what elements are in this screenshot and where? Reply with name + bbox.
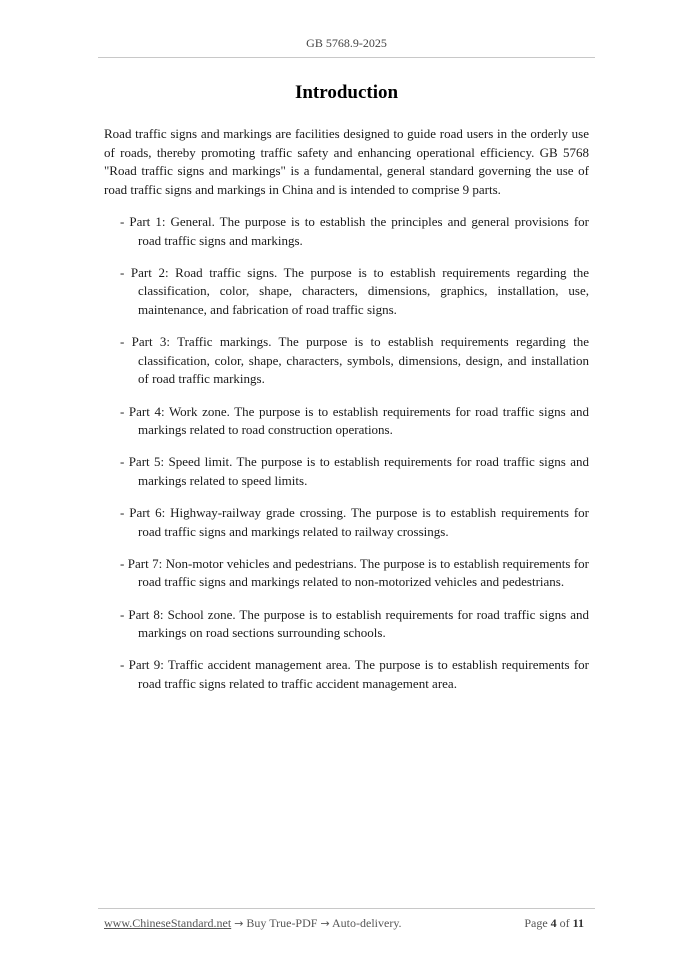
page-of-label: of: [559, 916, 570, 930]
list-item-part-4: - Part 4: Work zone. The purpose is to establish requirements for road traffic signs and markings related to road construction operations.: [120, 403, 589, 438]
page-title: Introduction: [294, 82, 399, 103]
document-id-header: GB 5768.9-2025: [306, 36, 387, 50]
arrow-right-icon: →: [320, 917, 330, 930]
page-label: Page: [524, 916, 548, 930]
footer-divider: [98, 908, 595, 909]
arrow-right-icon: →: [234, 917, 244, 930]
page-total: 11: [572, 916, 584, 930]
document-body: [104, 125, 589, 694]
buy-true-pdf-text: Buy True-PDF: [246, 916, 318, 930]
auto-delivery-text: Auto-delivery.: [332, 916, 402, 930]
page-current: 4: [550, 916, 557, 930]
intro-paragraph: Road traffic signs and markings are facilities designed to guide road users in the orderly use of roads, thereby promoting traffic safety and enhancing operational efficiency. GB 5768 "Road traffic signs and markings" is a fundamental, general standard governing the use of road traffic signs and markings in China and is intended to comprise 9 parts.: [104, 126, 589, 197]
list-item-part-9: - Part 9: Traffic accident management area. The purpose is to establish requirements for road traffic signs related to traffic accident management area.: [120, 657, 589, 691]
website-link[interactable]: www.ChineseStandard.net: [104, 916, 232, 930]
list-item-part-6: - Part 6: Highway-railway grade crossing. The purpose is to establish requirements for road traffic signs and markings related to railway crossings.: [120, 505, 589, 539]
list-item-part-5: - Part 5: Speed limit. The purpose is to establish requirements for road traffic signs and markings related to speed limits.: [120, 454, 589, 488]
list-item-part-7: - Part 7: Non-motor vehicles and pedestrians. The purpose is to establish requirements for road traffic signs and markings related to non-motorized vehicles and pedestrians.: [120, 555, 589, 590]
list-item-part-3: - Part 3: Traffic markings. The purpose is to establish requirements regarding the classification, color, shape, characters, symbols, dimensions, design, and installation of road traffic markings.: [120, 334, 589, 387]
footer-promo: [104, 916, 402, 931]
header-divider: [98, 57, 595, 58]
list-item-part-8: - Part 8: School zone. The purpose is to establish requirements for road traffic signs and markings on road sections surrounding schools.: [120, 606, 589, 641]
list-item-part-1: - Part 1: General. The purpose is to establish the principles and general provisions for road traffic signs and markings.: [120, 213, 589, 248]
page-number: [524, 916, 584, 931]
list-item-part-2: - Part 2: Road traffic signs. The purpose is to establish requirements regarding the classification, color, shape, characters, dimensions, graphics, installation, use, maintenance, and fabrication of road traffic signs.: [120, 264, 589, 317]
